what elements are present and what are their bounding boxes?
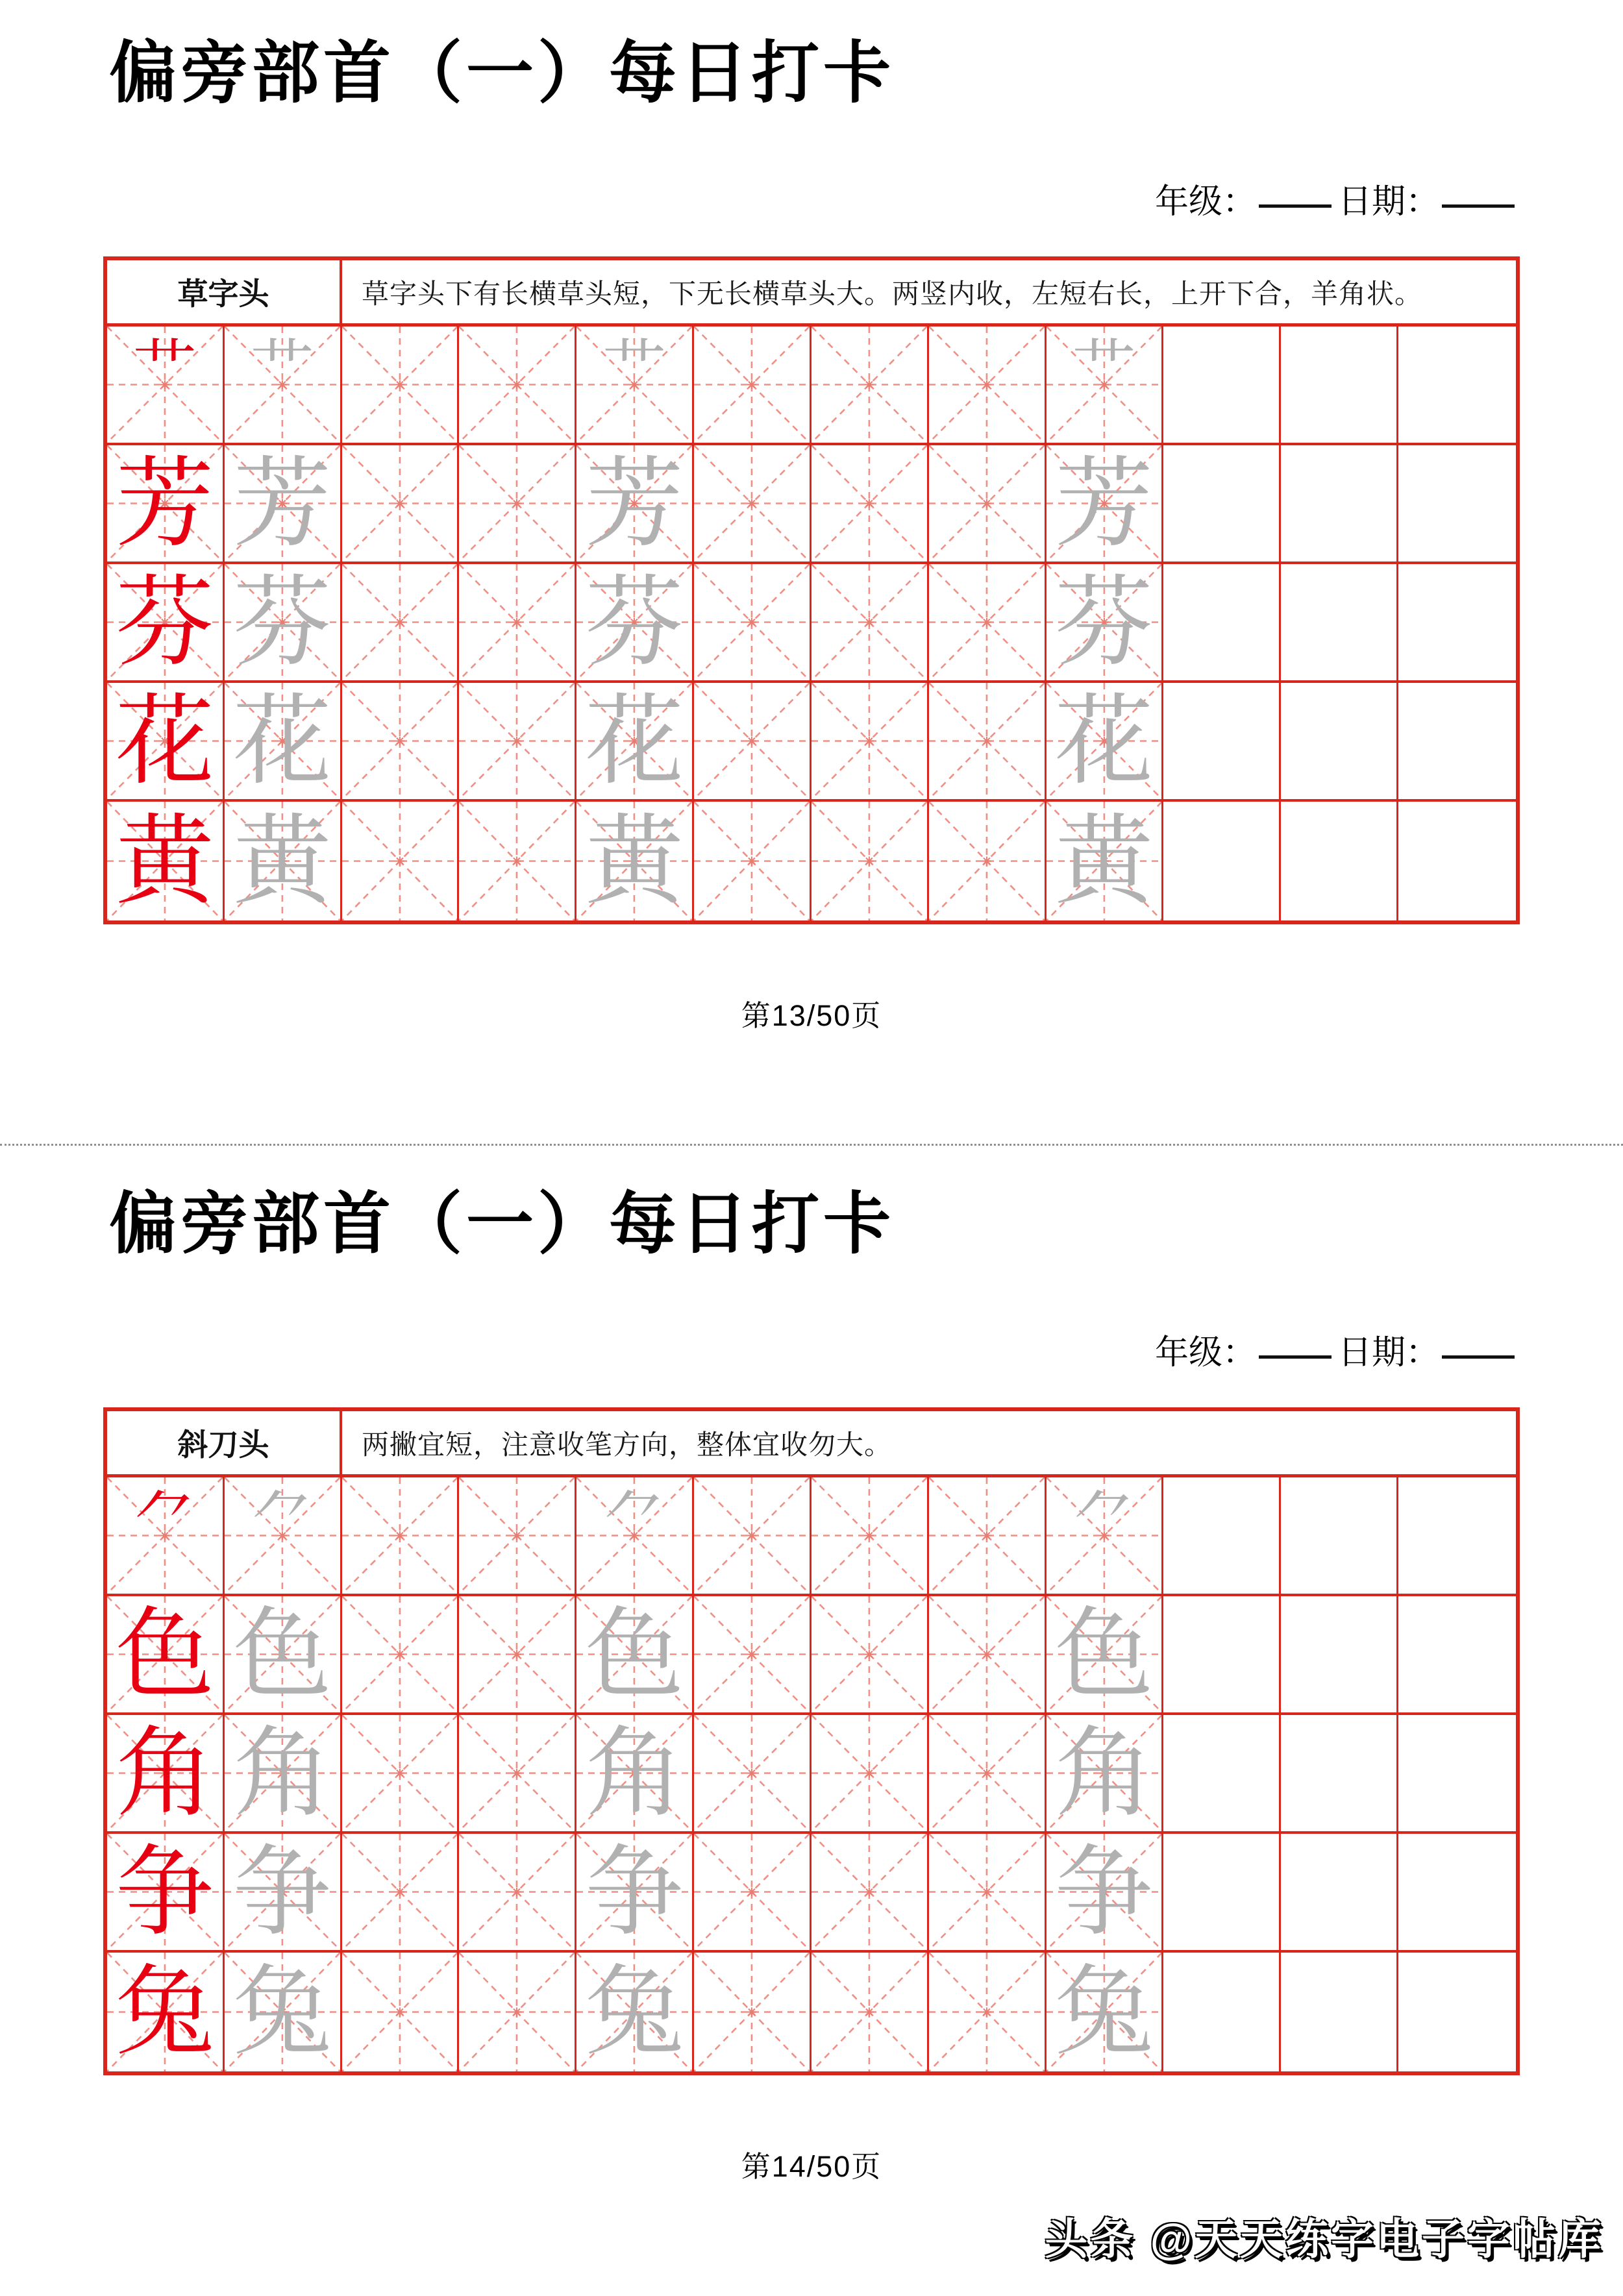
mizige-grid [929,1715,1045,1831]
mizige-grid [459,1834,575,1950]
center-star-mark [747,1888,756,1897]
blank-cell [1281,683,1398,799]
mizige-cell [1047,564,1164,680]
grade-blank-field [1259,198,1332,208]
mizige-grid [929,1477,1045,1594]
mizige-grid [929,802,1045,920]
center-star-mark [747,2008,756,2017]
mizige-cell [576,1596,694,1712]
center-star-mark [512,1531,521,1540]
grade-label: 年级： [1154,183,1256,221]
mizige-grid [342,1596,458,1712]
mizige-cell [225,802,342,920]
blank-cell [1281,1715,1398,1831]
mizige-cell [694,1953,812,2071]
mizige-grid [929,1596,1045,1712]
blank-cell [1163,802,1281,920]
mizige-cell [1047,1715,1164,1831]
mizige-cell [929,1953,1047,2071]
mizige-grid [812,683,927,799]
center-star-mark [865,499,874,508]
mizige-cell [225,1477,342,1594]
mizige-cell [812,1596,929,1712]
mizige-grid [929,327,1045,443]
model-char-red: 芬 [115,567,214,678]
mizige-cell [107,1477,225,1594]
blank-cell [1398,683,1516,799]
practice-table [103,256,1520,924]
mizige-cell [342,564,460,680]
mizige-cell [107,1596,225,1712]
mizige-grid [694,802,810,920]
mizige-grid [929,1953,1045,2071]
model-char-red: 黄 [115,806,214,917]
mizige-grid [342,1953,458,2071]
practice-table [103,1407,1520,2075]
trace-char-gray: 芬 [585,567,684,678]
mizige-cell [1047,327,1164,443]
practice-row [107,802,1516,920]
center-star-mark [395,618,404,627]
mizige-cell [694,564,812,680]
mizige-cell [225,683,342,799]
trace-char-gray: 争 [232,1836,332,1947]
date-blank-field [1442,1349,1515,1359]
mizige-cell [1047,445,1164,562]
center-star-mark [865,618,874,627]
mizige-cell [929,802,1047,920]
model-char-red: 争 [115,1836,214,1947]
center-star-mark [982,1531,991,1540]
mizige-cell [694,683,812,799]
model-char-red: ⺈ [132,1484,197,1555]
blank-cell [1281,1477,1398,1594]
center-star-mark [865,1888,874,1897]
mizige-cell [225,445,342,562]
trace-char-gray: 花 [232,685,332,796]
blank-cell [1281,1953,1398,2071]
mizige-grid [459,327,575,443]
trace-char-gray: 黄 [585,806,684,917]
mizige-cell [342,802,460,920]
grade-label: 年级： [1154,1334,1256,1372]
mizige-cell [459,1715,576,1831]
center-star-mark [865,857,874,866]
mizige-cell [694,1596,812,1712]
mizige-cell [576,683,694,799]
mizige-cell [812,564,929,680]
mizige-grid [812,1715,927,1831]
mizige-cell [342,1477,460,1594]
mizige-cell [107,327,225,443]
blank-cell [1281,802,1398,920]
mizige-grid [342,1834,458,1950]
mizige-grid [929,1834,1045,1950]
center-star-mark [395,380,404,389]
blank-cell [1398,564,1516,680]
mizige-cell [576,564,694,680]
trace-char-gray: 角 [232,1718,332,1829]
date-label: 日期： [1337,1334,1439,1372]
mizige-grid [812,1834,927,1950]
center-star-mark [395,737,404,746]
center-star-mark [747,1769,756,1778]
trace-char-gray: 角 [1054,1718,1154,1829]
mizige-grid [342,564,458,680]
mizige-grid [929,683,1045,799]
mizige-grid [812,1477,927,1594]
center-star-mark [512,618,521,627]
trace-char-gray: 花 [1054,685,1154,796]
mizige-grid [342,683,458,799]
blank-cell [1163,564,1281,680]
mizige-cell [694,1715,812,1831]
page-number: 第14/50页 [741,2150,882,2183]
center-star-mark [982,618,991,627]
practice-row [107,1596,1516,1715]
trace-char-gray: 色 [1054,1599,1154,1710]
mizige-cell [1047,1596,1164,1712]
mizige-grid [459,1477,575,1594]
mizige-cell [929,564,1047,680]
center-star-mark [982,1650,991,1659]
center-star-mark [747,499,756,508]
mizige-cell [576,802,694,920]
mizige-cell [225,327,342,443]
blank-cell [1398,802,1516,920]
center-star-mark [512,1650,521,1659]
mizige-grid [342,1715,458,1831]
model-char-red: 角 [115,1718,214,1829]
mizige-grid [694,1953,810,2071]
blank-cell [1163,445,1281,562]
trace-char-gray: 色 [232,1599,332,1710]
mizige-cell [812,802,929,920]
center-star-mark [865,737,874,746]
mizige-cell [225,1953,342,2071]
trace-char-gray: 争 [1054,1836,1154,1947]
mizige-grid [694,1715,810,1831]
center-star-mark [395,1769,404,1778]
trace-char-gray: 色 [585,1599,684,1710]
date-blank-field [1442,198,1515,208]
trace-char-gray: 兔 [585,1957,684,2068]
mizige-cell [107,564,225,680]
worksheet-page-13 [0,0,1623,1146]
blank-cell [1281,1596,1398,1712]
mizige-cell [1047,683,1164,799]
trace-char-gray: 花 [585,685,684,796]
grade-blank-field [1259,1349,1332,1359]
practice-row [107,1834,1516,1953]
trace-char-gray: 兔 [1054,1957,1154,2068]
date-label: 日期： [1337,183,1439,221]
practice-row [107,1715,1516,1834]
center-star-mark [395,1650,404,1659]
mizige-cell [694,327,812,443]
blank-cell [1398,1596,1516,1712]
mizige-grid [812,445,927,562]
mizige-cell [929,445,1047,562]
mizige-cell [929,1477,1047,1594]
trace-char-gray: 争 [585,1836,684,1947]
mizige-grid [694,683,810,799]
center-star-mark [747,737,756,746]
center-star-mark [982,1769,991,1778]
trace-char-gray: 黄 [232,806,332,917]
mizige-grid [812,1596,927,1712]
practice-grid [107,327,1516,920]
center-star-mark [395,499,404,508]
center-star-mark [865,1531,874,1540]
center-star-mark [395,1531,404,1540]
mizige-cell [225,1715,342,1831]
model-char-red: 艹 [132,333,197,404]
blank-cell [1398,1834,1516,1950]
center-star-mark [747,618,756,627]
mizige-cell [459,1834,576,1950]
trace-char-gray: 黄 [1054,806,1154,917]
mizige-cell [459,327,576,443]
mizige-grid [694,564,810,680]
mizige-cell [576,1953,694,2071]
blank-cell [1163,327,1281,443]
mizige-cell [107,1834,225,1950]
blank-cell [1398,1715,1516,1831]
center-star-mark [512,1888,521,1897]
mizige-cell [576,327,694,443]
blank-cell [1281,327,1398,443]
mizige-cell [694,1477,812,1594]
radical-practice-row [107,1477,1516,1596]
trace-char-gray: 艹 [250,333,314,404]
mizige-cell [459,445,576,562]
model-char-red: 花 [115,685,214,796]
trace-char-gray: 芬 [1054,567,1154,678]
center-star-mark [982,857,991,866]
blank-cell [1163,1477,1281,1594]
blank-cell [1398,327,1516,443]
center-star-mark [512,1769,521,1778]
mizige-cell [342,1834,460,1950]
radical-name-cell: 斜刀头 [107,1411,342,1474]
mizige-cell [459,1477,576,1594]
mizige-cell [107,1953,225,2071]
mizige-cell [342,1715,460,1831]
center-star-mark [865,1650,874,1659]
center-star-mark [982,737,991,746]
center-star-mark [747,1531,756,1540]
practice-row [107,445,1516,564]
practice-grid [107,1477,1516,2071]
mizige-cell [929,683,1047,799]
mizige-grid [929,445,1045,562]
mizige-cell [929,1596,1047,1712]
mizige-cell [459,683,576,799]
center-star-mark [982,2008,991,2017]
trace-char-gray: 艹 [602,333,667,404]
mizige-cell [459,1596,576,1712]
trace-char-gray: ⺈ [602,1484,667,1555]
mizige-grid [342,802,458,920]
model-char-red: 芳 [115,448,214,559]
blank-cell [1398,1477,1516,1594]
mizige-cell [459,564,576,680]
mizige-grid [812,1953,927,2071]
mizige-grid [459,445,575,562]
mizige-grid [342,327,458,443]
radical-tip-cell: 草字头下有长横草头短，下无长横草头大。两竖内收，左短右长，上开下合，羊角状。 [362,278,1423,309]
mizige-cell [1047,1477,1164,1594]
mizige-cell [812,1834,929,1950]
mizige-grid [459,802,575,920]
mizige-cell [107,445,225,562]
center-star-mark [512,737,521,746]
mizige-grid [929,564,1045,680]
blank-cell [1163,683,1281,799]
mizige-cell [576,1834,694,1950]
center-star-mark [747,857,756,866]
mizige-cell [812,1477,929,1594]
watermark-text: 头条 @天天练字电子字帖库 [1045,2215,1604,2263]
model-char-red: 兔 [115,1957,214,2068]
trace-char-gray: 艹 [1072,333,1136,404]
mizige-cell [576,1477,694,1594]
mizige-cell [929,1715,1047,1831]
mizige-cell [694,802,812,920]
radical-practice-row [107,327,1516,445]
center-star-mark [512,499,521,508]
table-header-row [107,260,1516,327]
mizige-cell [812,1953,929,2071]
model-char-red: 色 [115,1599,214,1710]
mizige-cell [459,1953,576,2071]
center-star-mark [747,380,756,389]
mizige-cell [812,445,929,562]
page-number: 第13/50页 [741,999,882,1032]
mizige-grid [694,1477,810,1594]
center-star-mark [512,2008,521,2017]
center-star-mark [395,2008,404,2017]
trace-char-gray: 芬 [232,567,332,678]
mizige-grid [459,1715,575,1831]
blank-cell [1398,1953,1516,2071]
mizige-grid [459,1953,575,2071]
mizige-cell [694,445,812,562]
blank-cell [1163,1834,1281,1950]
mizige-grid [812,564,927,680]
mizige-cell [812,1715,929,1831]
mizige-grid [812,327,927,443]
center-star-mark [395,1888,404,1897]
blank-cell [1281,564,1398,680]
center-star-mark [512,380,521,389]
mizige-cell [1047,802,1164,920]
mizige-grid [812,802,927,920]
mizige-grid [694,445,810,562]
mizige-cell [342,327,460,443]
radical-name-cell: 草字头 [107,260,342,323]
mizige-cell [459,802,576,920]
page-title: 偏旁部首（一）每日打卡 [109,36,895,111]
page-divider-line [0,1144,1623,1146]
center-star-mark [865,1769,874,1778]
worksheet-page-14 [0,1151,1623,2296]
grade-date-line [1155,1325,1521,1374]
mizige-cell [342,445,460,562]
center-star-mark [865,380,874,389]
mizige-cell [1047,1953,1164,2071]
trace-char-gray: 芳 [585,448,684,559]
mizige-cell [576,445,694,562]
mizige-cell [812,683,929,799]
mizige-cell [342,1953,460,2071]
center-star-mark [747,1650,756,1659]
center-star-mark [865,2008,874,2017]
center-star-mark [982,380,991,389]
mizige-cell [929,327,1047,443]
blank-cell [1163,1953,1281,2071]
mizige-grid [459,564,575,680]
mizige-grid [459,1596,575,1712]
trace-char-gray: 芳 [232,448,332,559]
mizige-grid [459,683,575,799]
trace-char-gray: 兔 [232,1957,332,2068]
mizige-cell [694,1834,812,1950]
page-title: 偏旁部首（一）每日打卡 [109,1187,895,1262]
mizige-cell [225,564,342,680]
mizige-grid [694,1596,810,1712]
trace-char-gray: 芳 [1054,448,1154,559]
blank-cell [1398,445,1516,562]
practice-row [107,1953,1516,2071]
blank-cell [1163,1596,1281,1712]
trace-char-gray: ⺈ [1072,1484,1136,1555]
practice-row [107,564,1516,683]
mizige-cell [929,1834,1047,1950]
mizige-cell [225,1596,342,1712]
mizige-cell [225,1834,342,1950]
radical-tip-cell: 两撇宜短，注意收笔方向，整体宜收勿大。 [362,1429,893,1460]
mizige-cell [1047,1834,1164,1950]
mizige-grid [342,1477,458,1594]
table-header-row [107,1411,1516,1477]
mizige-cell [812,327,929,443]
trace-char-gray: ⺈ [250,1484,314,1555]
mizige-cell [107,802,225,920]
mizige-cell [576,1715,694,1831]
center-star-mark [512,857,521,866]
center-star-mark [982,1888,991,1897]
mizige-cell [342,1596,460,1712]
blank-cell [1281,445,1398,562]
mizige-grid [694,1834,810,1950]
mizige-cell [107,683,225,799]
blank-cell [1281,1834,1398,1950]
mizige-grid [694,327,810,443]
mizige-grid [342,445,458,562]
mizige-cell [342,683,460,799]
center-star-mark [395,857,404,866]
grade-date-line [1155,174,1521,223]
mizige-cell [107,1715,225,1831]
practice-row [107,683,1516,802]
blank-cell [1163,1715,1281,1831]
trace-char-gray: 角 [585,1718,684,1829]
center-star-mark [982,499,991,508]
